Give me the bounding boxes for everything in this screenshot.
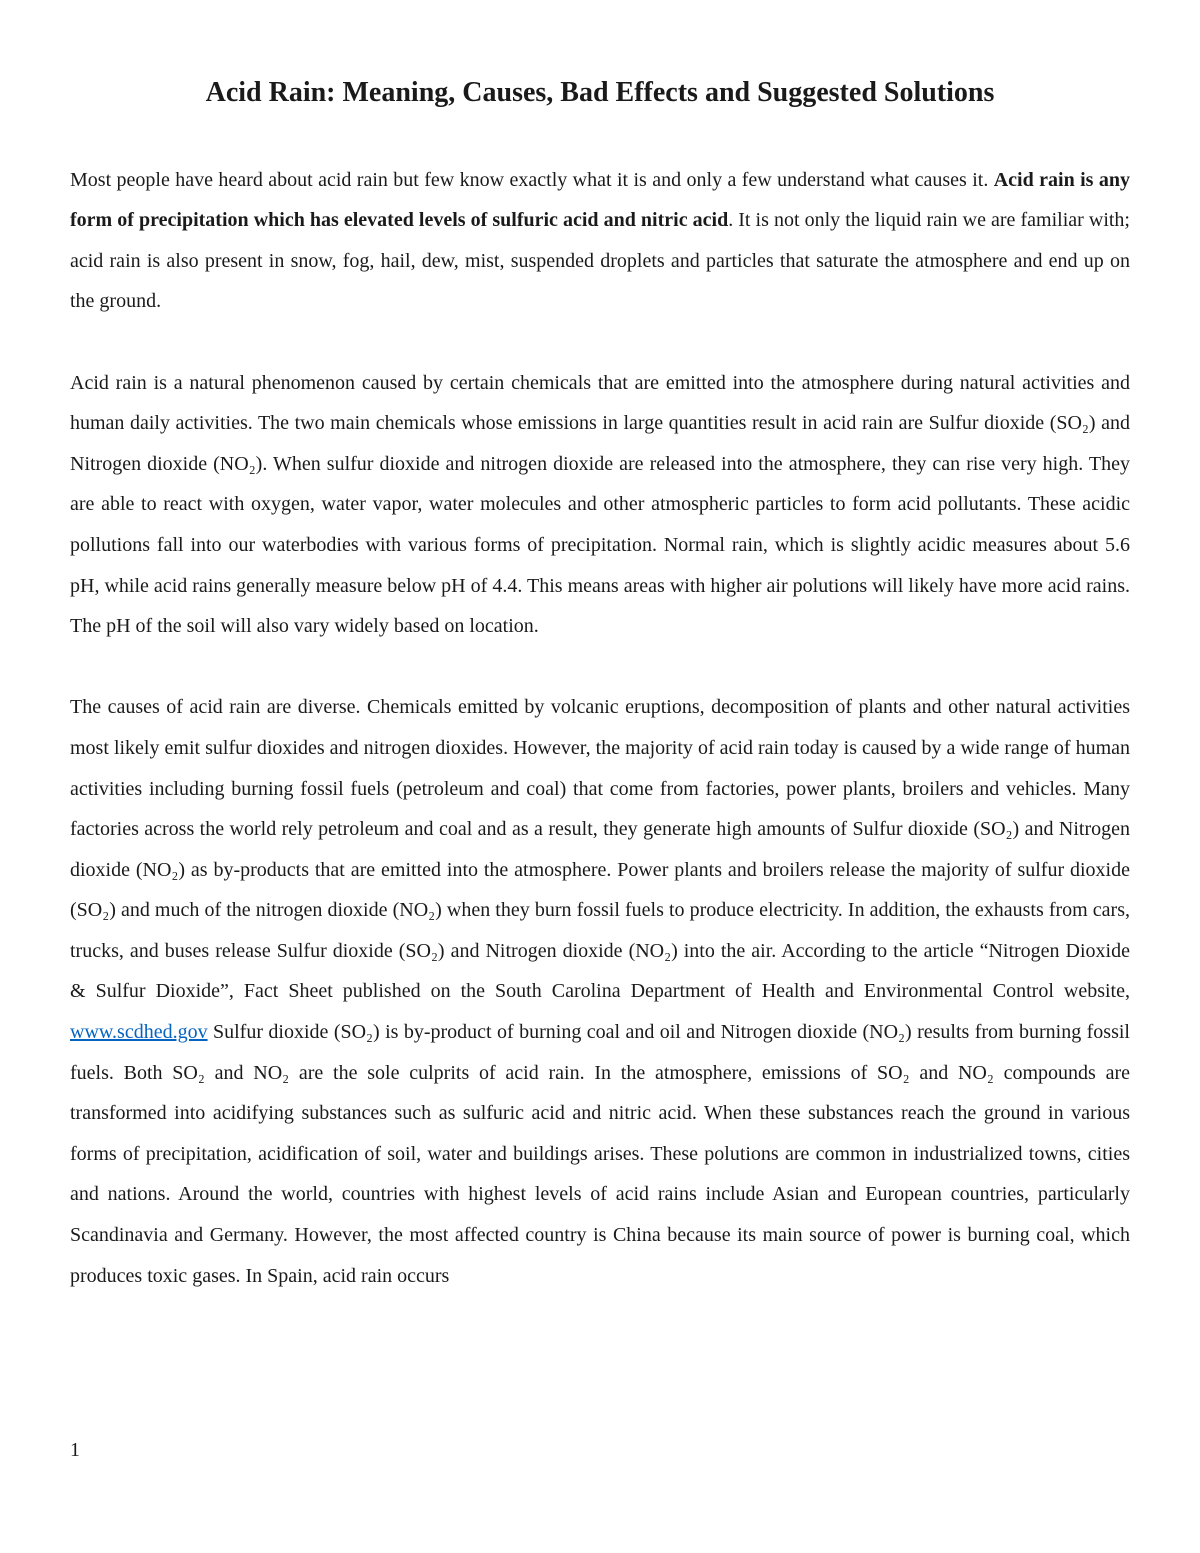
paragraph-text: . It is not only the liquid rain we are familiar with; acid rain is also present in snow, fog, hail, dew, mist, suspended droplets and particles that saturate the atmosphere and end up on the ground. xyxy=(70,209,1130,313)
paragraph-definition xyxy=(70,160,1130,322)
paragraph-text: The causes of acid rain are diverse. Chemicals emitted by volcanic eruptions, decomposition of plants and other natural activities most likely emit sulfur dioxides and nitrogen dioxides. However, the majority of acid rain today is caused by a wide range of human activities including burning fossil fuels (petroleum and coal) that come from factories, power plants, broilers and vehicles. Many factories across the world rely petroleum and coal and as a result, they generate high amounts of Sulfur dioxide (SO₂) and Nitrogen dioxide (NO₂) as by-products that are emitted into the atmosphere. Power plants and broilers release the majority of sulfur dioxide (SO₂) and much of the nitrogen dioxide (NO₂) when they burn fossil fuels to produce electricity. In addition, the exhausts from cars, trucks, and buses release Sulfur dioxide (SO₂) and Nitrogen dioxide (NO₂) into the air. According to the article “Nitrogen Dioxide & Sulfur Dioxide”, Fact Sheet published on the South Carolina Department of Health and Environmental Control website, xyxy=(70,696,1130,1003)
page-number: 1 xyxy=(70,1439,80,1461)
bold-definition: Acid rain is any form of precipitation which has elevated levels of sulfuric acid and nitric acid xyxy=(70,168,1130,232)
paragraph-text: Sulfur dioxide (SO₂) is by-product of burning coal and oil and Nitrogen dioxide (NO₂) results from burning fossil fuels. Both SO₂ and NO₂ are the sole culprits of acid rain. In the atmosphere, emissions of SO₂ and NO₂ compounds are transformed into acidifying substances such as sulfuric acid and nitric acid. When these substances reach the ground in various forms of precipitation, acidification of soil, water and buildings arises. These polutions are common in industrialized towns, cities and nations. Around the world, countries with highest levels of acid rains include Asian and European countries, particularly Scandinavia and Germany. However, the most affected country is China because its main source of power is burning coal, which produces toxic gases. In Spain, acid rain occurs xyxy=(70,1021,1130,1287)
paragraph-text: Most people have heard about acid rain but few know exactly what it is and only a few understand what causes it. xyxy=(70,168,994,191)
document-title: Acid Rain: Meaning, Causes, Bad Effects and Suggested Solutions xyxy=(205,77,995,108)
scdhed-link[interactable]: www.scdhed.gov xyxy=(70,1021,208,1044)
paragraph-phenomenon: Acid rain is a natural phenomenon caused by certain chemicals that are emitted into the atmosphere during natural activities and human daily activities. The two main chemicals whose emissions in large quantities result in acid rain are Sulfur dioxide (SO₂) and Nitrogen dioxide (NO₂). When sulfur dioxide and nitrogen dioxide are released into the atmosphere, they can rise very high. They are able to react with oxygen, water vapor, water molecules and other atmospheric particles to form acid pollutants. These acidic pollutions fall into our waterbodies with various forms of precipitation. Normal rain, which is slightly acidic measures about 5.6 pH, while acid rains generally measure below pH of 4.4. This means areas with higher air polutions will likely have more acid rains. The pH of the soil will also vary widely based on location. xyxy=(70,371,1130,638)
paragraph-causes xyxy=(70,687,1130,1296)
